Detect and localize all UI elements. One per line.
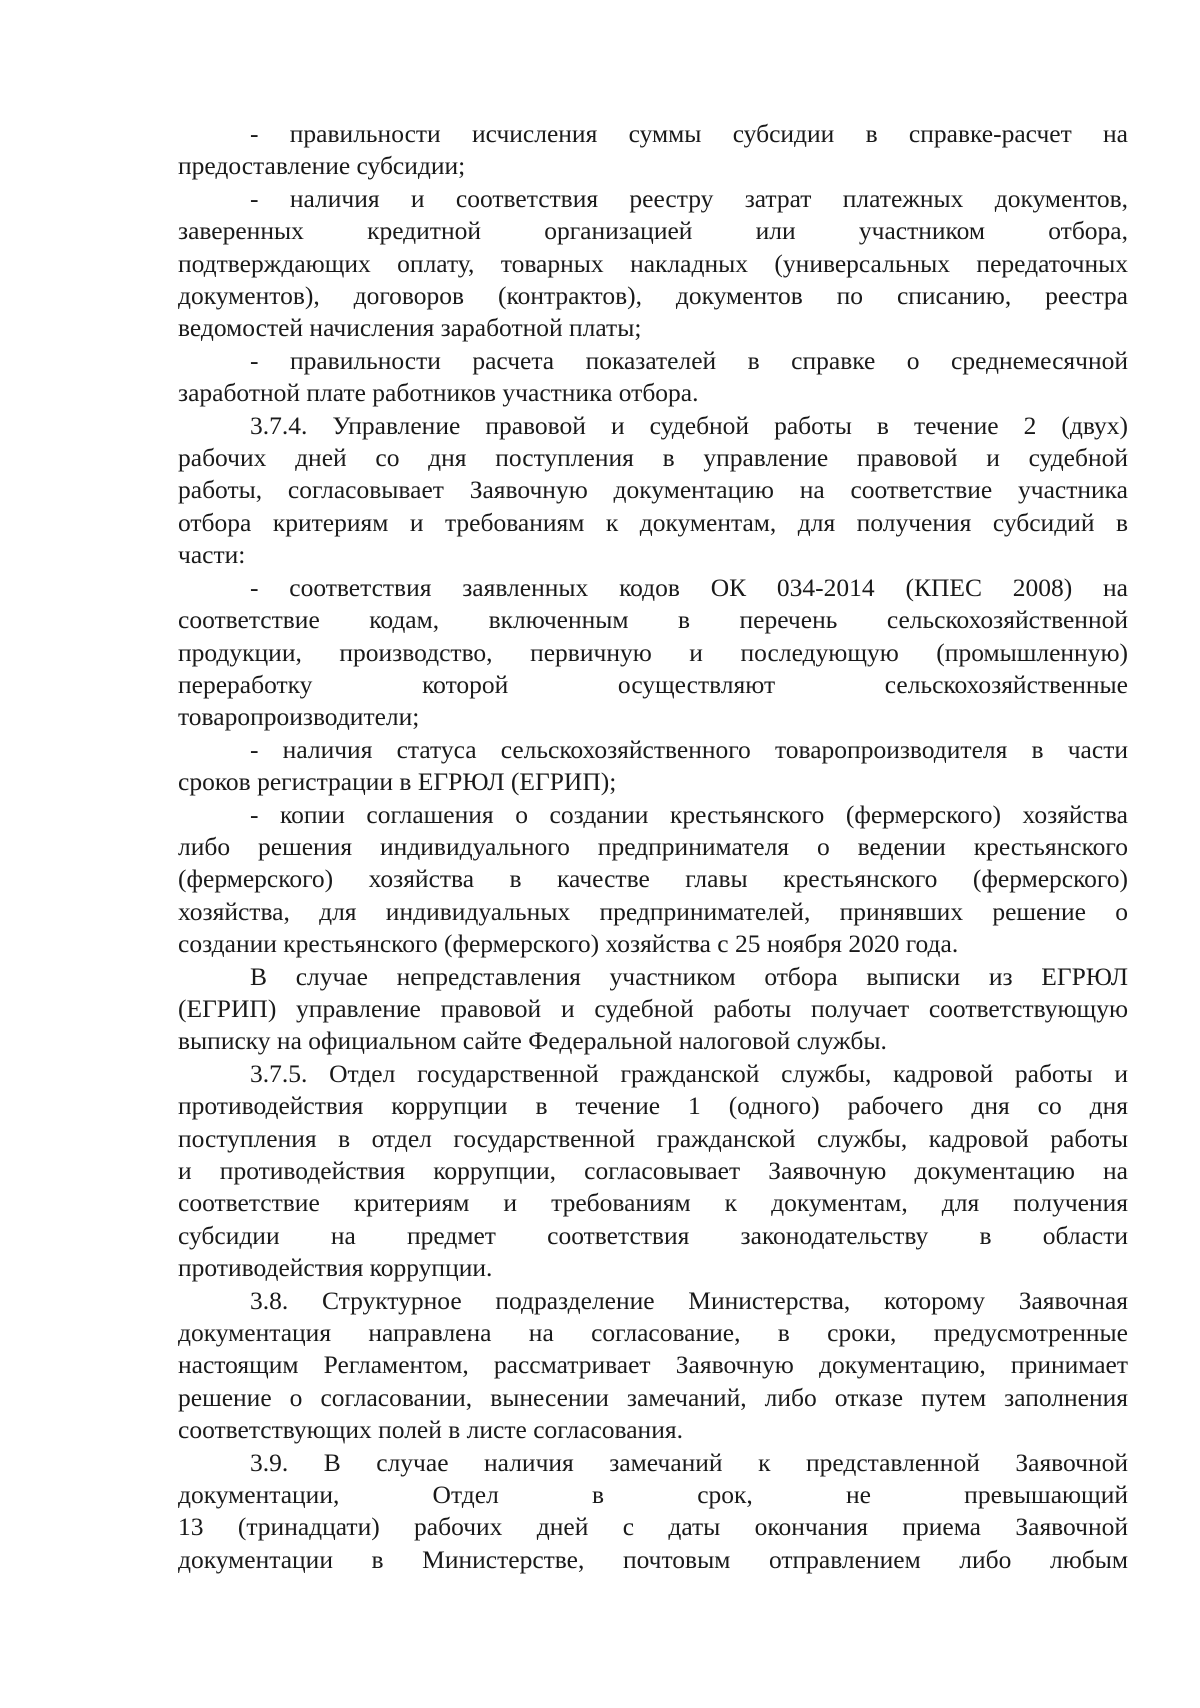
text-line: товаропроизводители; xyxy=(178,702,420,732)
paragraph-10 xyxy=(178,1285,1128,1447)
text-line: рабочих дней со дня поступления в управление правовой и судебной xyxy=(178,443,1128,473)
text-line: 3.7.5. Отдел государственной гражданской службы, кадровой работы и xyxy=(250,1058,1128,1088)
text-line: - копии соглашения о создании крестьянского (фермерского) хозяйства xyxy=(250,799,1128,829)
text-line: части: xyxy=(178,540,246,570)
text-line: подтверждающих оплату, товарных накладных (универсальных передаточных xyxy=(178,248,1128,278)
text-line: - соответствия заявленных кодов ОК 034-2014 (КПЕС 2008) на xyxy=(250,572,1128,602)
text-line: 13 (тринадцати) рабочих дней с даты окончания приема Заявочной xyxy=(178,1512,1128,1542)
paragraph-7 xyxy=(178,799,1128,961)
text-line: соответствие критериям и требованиям к документам, для получения xyxy=(178,1188,1128,1218)
text-line: 3.8. Структурное подразделение Министерства, которому Заявочная xyxy=(250,1285,1128,1315)
text-line: документация направлена на согласование, в сроки, предусмотренные xyxy=(178,1318,1128,1348)
paragraph-2 xyxy=(178,183,1128,345)
text-line: 3.9. В случае наличия замечаний к представленной Заявочной xyxy=(250,1447,1128,1477)
text-line: В случае непредставления участником отбора выписки из ЕГРЮЛ xyxy=(250,961,1128,991)
paragraph-11 xyxy=(178,1447,1128,1577)
text-line: сроков регистрации в ЕГРЮЛ (ЕГРИП); xyxy=(178,767,617,797)
text-line: (ЕГРИП) управление правовой и судебной работы получает соответствующую xyxy=(178,993,1128,1023)
text-line: документации в Министерстве, почтовым отправлением либо любым xyxy=(178,1544,1128,1574)
paragraph-1 xyxy=(178,118,1128,183)
paragraph-4 xyxy=(178,410,1128,572)
text-line: выписку на официальном сайте Федеральной налоговой службы. xyxy=(178,1026,887,1056)
text-line: поступления в отдел государственной гражданской службы, кадровой работы xyxy=(178,1123,1128,1153)
text-line: документов), договоров (контрактов), документов по списанию, реестра xyxy=(178,281,1128,311)
text-line: - правильности расчета показателей в справке о среднемесячной xyxy=(250,345,1128,375)
text-line: настоящим Регламентом, рассматривает Заявочную документацию, принимает xyxy=(178,1350,1128,1380)
text-line: продукции, производство, первичную и последующую (промышленную) xyxy=(178,637,1128,667)
text-line: (фермерского) хозяйства в качестве главы крестьянского (фермерского) xyxy=(178,864,1128,894)
paragraph-6 xyxy=(178,734,1128,799)
text-line: документации, Отдел в срок, не превышающий xyxy=(178,1480,1128,1510)
paragraph-9 xyxy=(178,1058,1128,1285)
text-line: соответствие кодам, включенным в перечень сельскохозяйственной xyxy=(178,605,1128,635)
text-line: - правильности исчисления суммы субсидии в справке-расчет на xyxy=(250,119,1128,148)
text-line: субсидии на предмет соответствия законодательству в области xyxy=(178,1220,1128,1250)
text-line: - наличия статуса сельскохозяйственного товаропроизводителя в части xyxy=(250,734,1128,764)
text-line: работы, согласовывает Заявочную документацию на соответствие участника xyxy=(178,475,1128,505)
text-line: и противодействия коррупции, согласовывает Заявочную документацию на xyxy=(178,1156,1128,1185)
text-line: заработной плате работников участника отбора. xyxy=(178,378,699,408)
text-line: хозяйства, для индивидуальных предпринимателей, принявших решение о xyxy=(178,896,1128,926)
text-line: 3.7.4. Управление правовой и судебной работы в течение 2 (двух) xyxy=(250,410,1128,440)
text-line: отбора критериям и требованиям к документам, для получения субсидий в xyxy=(178,507,1128,537)
text-line: либо решения индивидуального предпринимателя о ведении крестьянского xyxy=(178,831,1128,861)
text-line: предоставление субсидии; xyxy=(178,151,466,181)
text-line: создании крестьянского (фермерского) хозяйства с 25 ноября 2020 года. xyxy=(178,929,959,959)
text-line: решение о согласовании, вынесении замечаний, либо отказе путем заполнения xyxy=(178,1382,1128,1412)
paragraph-5 xyxy=(178,572,1128,734)
text-line: ведомостей начисления заработной платы; xyxy=(178,313,642,343)
text-line: противодействия коррупции в течение 1 (одного) рабочего дня со дня xyxy=(178,1091,1128,1121)
paragraph-8 xyxy=(178,961,1128,1058)
text-line: противодействия коррупции. xyxy=(178,1253,493,1283)
paragraph-3 xyxy=(178,345,1128,410)
text-line: заверенных кредитной организацией или участником отбора, xyxy=(178,216,1128,246)
text-line: - наличия и соответствия реестру затрат платежных документов, xyxy=(250,183,1128,213)
text-line: переработку которой осуществляют сельскохозяйственные xyxy=(178,669,1128,699)
text-line: соответствующих полей в листе согласования. xyxy=(178,1415,683,1445)
document-text xyxy=(178,118,1128,1576)
